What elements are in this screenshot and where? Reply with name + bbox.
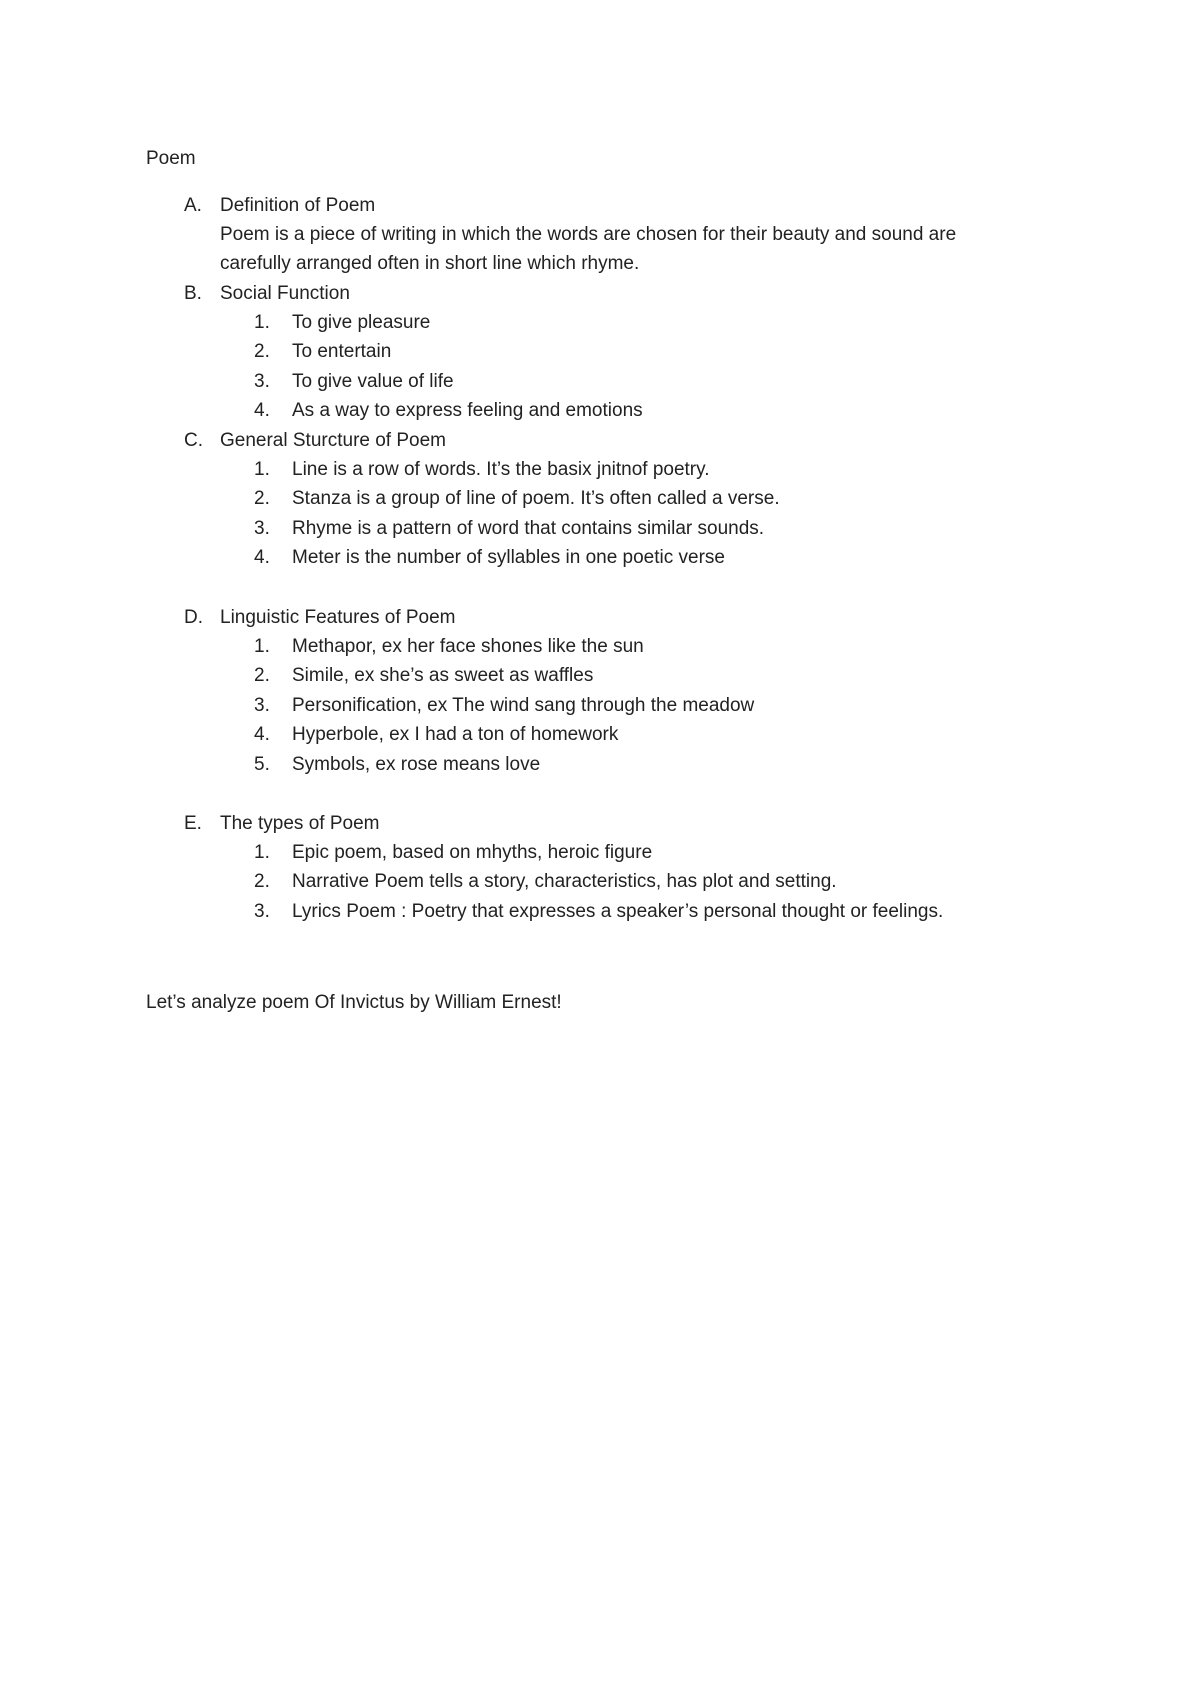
section-letter: E. [184, 813, 202, 834]
list-number: 5. [254, 753, 270, 775]
list-item [146, 396, 1096, 425]
section-heading: Linguistic Features of Poem [220, 607, 456, 628]
list-text: Rhyme is a pattern of word that contains similar sounds. [292, 517, 765, 539]
list-text: Methapor, ex her face shones like the sun [292, 636, 644, 657]
list-text: Line is a row of words. It’s the basix jnitnof poetry. [292, 459, 710, 480]
list-number: 4. [254, 724, 270, 746]
list-number: 1. [254, 459, 270, 480]
list-number: 1. [254, 842, 270, 863]
list-number: 2. [254, 871, 270, 893]
section-heading: General Sturcture of Poem [220, 430, 446, 451]
section-social-function [146, 279, 1096, 426]
list-text: Symbols, ex rose means love [292, 753, 541, 775]
list-text: Lyrics Poem : Poetry that expresses a speaker’s personal thought or feelings. [292, 900, 944, 922]
list-text: Stanza is a group of line of poem. It’s often called a verse. [292, 488, 780, 510]
list-text: Narrative Poem tells a story, characteristics, has plot and setting. [292, 871, 837, 893]
list-number: 2. [254, 488, 270, 510]
closing-sentence: Let’s analyze poem Of Invictus by William Ernest! [146, 992, 562, 1013]
section-letter: A. [184, 195, 202, 216]
list-item [146, 897, 1096, 926]
list-text: Personification, ex The wind sang through the meadow [292, 694, 755, 716]
section-heading-line [146, 603, 1096, 632]
paragraph-text: Poem is a piece of writing in which the words are chosen for their beauty and sound are [220, 224, 957, 245]
list-number: 1. [254, 636, 270, 657]
list-item [146, 632, 1096, 661]
list-text: As a way to express feeling and emotions [292, 400, 643, 422]
definition-paragraph-line [146, 220, 1096, 249]
list-number: 3. [254, 694, 270, 716]
definition-paragraph-line [146, 249, 1096, 278]
section-definition [146, 191, 1096, 278]
list-number: 2. [254, 341, 270, 363]
list-text: Meter is the number of syllables in one poetic verse [292, 547, 725, 569]
section-heading: The types of Poem [220, 813, 380, 834]
section-general-structure [146, 426, 1096, 573]
section-letter: B. [184, 283, 202, 304]
list-text: To give value of life [292, 370, 454, 392]
list-item [146, 691, 1096, 720]
list-item [146, 484, 1096, 513]
list-text: Epic poem, based on mhyths, heroic figure [292, 842, 653, 863]
list-item [146, 838, 1096, 867]
list-number: 3. [254, 900, 270, 922]
section-heading: Definition of Poem [220, 195, 376, 216]
section-heading: Social Function [220, 283, 350, 304]
list-text: To entertain [292, 341, 392, 363]
list-item [146, 661, 1096, 690]
list-item [146, 455, 1096, 484]
list-item [146, 720, 1096, 749]
list-number: 3. [254, 370, 270, 392]
list-item [146, 308, 1096, 337]
section-linguistic-features [146, 603, 1096, 779]
list-item [146, 337, 1096, 366]
section-types-of-poem [146, 809, 1096, 926]
list-text: Simile, ex she’s as sweet as waffles [292, 665, 594, 687]
section-heading-line [146, 191, 1096, 220]
section-heading-line [146, 809, 1096, 838]
list-item [146, 867, 1096, 896]
list-text: Hyperbole, ex I had a ton of homework [292, 724, 619, 746]
list-item [146, 367, 1096, 396]
section-heading-line [146, 426, 1096, 455]
list-text: To give pleasure [292, 312, 431, 333]
list-number: 2. [254, 665, 270, 687]
list-number: 3. [254, 517, 270, 539]
list-item [146, 750, 1096, 779]
paragraph-text: carefully arranged often in short line which rhyme. [220, 253, 640, 274]
section-heading-line [146, 279, 1096, 308]
list-item [146, 514, 1096, 543]
document-title: Poem [146, 148, 196, 169]
section-letter: C. [184, 430, 203, 451]
list-number: 4. [254, 400, 270, 422]
list-number: 4. [254, 547, 270, 569]
list-number: 1. [254, 312, 270, 333]
section-letter: D. [184, 607, 203, 628]
list-item [146, 543, 1096, 572]
